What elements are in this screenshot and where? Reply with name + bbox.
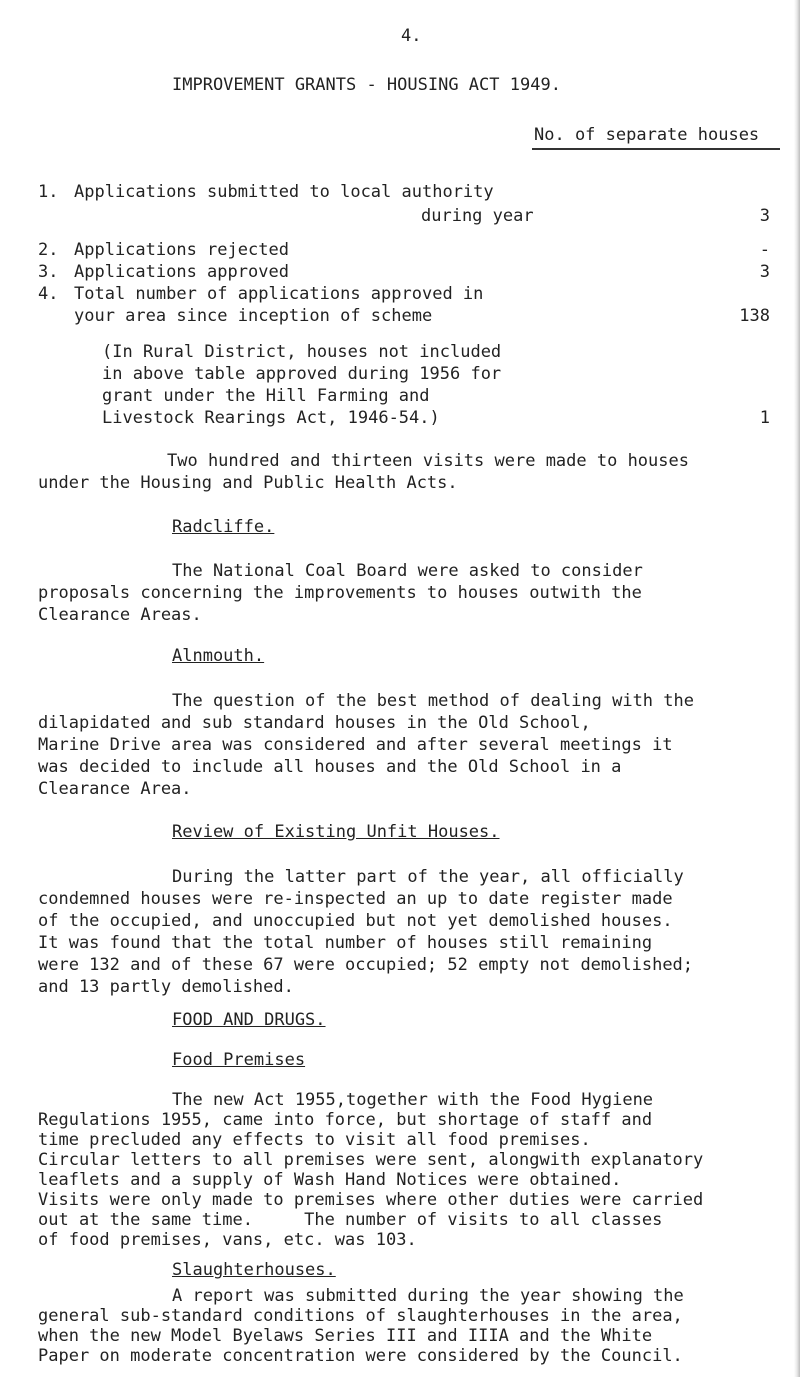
- food-premises-line-4: Circular letters to all premises were sent, alongwith explanatory: [38, 1150, 704, 1170]
- slaughterhouses-line-1: A report was submitted during the year showing the: [172, 1286, 684, 1306]
- food-premises-heading: Food Premises: [172, 1050, 306, 1070]
- food-premises-line-5: leaflets and a supply of Wash Hand Notices were obtained.: [38, 1170, 622, 1190]
- food-premises-line-2: Regulations 1955, came into force, but shortage of staff and: [38, 1110, 653, 1130]
- row-1-number: 1.: [38, 182, 59, 202]
- radcliffe-heading: Radcliffe.: [172, 517, 275, 537]
- row-4-label-line-1: Total number of applications approved in: [74, 284, 484, 304]
- review-heading: Review of Existing Unfit Houses.: [172, 822, 500, 842]
- rural-note-line-4: Livestock Rearings Act, 1946-54.): [102, 408, 440, 428]
- page-number: 4.: [401, 26, 422, 46]
- review-line-5: were 132 and of these 67 were occupied; 52 empty not demolished;: [38, 955, 694, 975]
- review-line-1: During the latter part of the year, all officially: [172, 867, 684, 887]
- row-3-number: 3.: [38, 262, 59, 282]
- row-1-label-line-1: Applications submitted to local authority: [74, 182, 494, 202]
- alnmouth-line-3: Marine Drive area was considered and after several meetings it: [38, 735, 673, 755]
- food-premises-line-1: The new Act 1955,together with the Food Hygiene: [172, 1090, 654, 1110]
- rural-note-line-2: in above table approved during 1956 for: [102, 364, 502, 384]
- slaughterhouses-line-2: general sub-standard conditions of slaughterhouses in the area,: [38, 1306, 683, 1326]
- visits-line-1: Two hundred and thirteen visits were made to houses: [167, 451, 689, 471]
- scan-page-edge: [794, 0, 800, 1377]
- row-3-value: 3: [759, 262, 770, 282]
- review-line-6: and 13 partly demolished.: [38, 977, 294, 997]
- row-1-label-line-2: during year: [421, 206, 534, 226]
- slaughterhouses-line-4: Paper on moderate concentration were considered by the Council.: [38, 1346, 683, 1366]
- alnmouth-line-5: Clearance Area.: [38, 779, 192, 799]
- row-2-number: 2.: [38, 240, 59, 260]
- row-2-label: Applications rejected: [74, 240, 289, 260]
- review-line-2: condemned houses were re-inspected an up to date register made: [38, 889, 673, 909]
- radcliffe-line-1: The National Coal Board were asked to consider: [172, 561, 643, 581]
- alnmouth-line-1: The question of the best method of dealing with the: [172, 691, 694, 711]
- column-header-rule: [532, 148, 780, 150]
- slaughterhouses-line-3: when the new Model Byelaws Series III and IIIA and the White: [38, 1326, 653, 1346]
- food-premises-line-7: out at the same time. The number of visits to all classes: [38, 1210, 663, 1230]
- rural-note-line-3: grant under the Hill Farming and: [102, 386, 430, 406]
- food-premises-line-8: of food premises, vans, etc. was 103.: [38, 1230, 417, 1250]
- rural-note-value: 1: [759, 408, 770, 428]
- review-line-4: It was found that the total number of houses still remaining: [38, 933, 653, 953]
- rural-note-line-1: (In Rural District, houses not included: [102, 342, 502, 362]
- review-line-3: of the occupied, and unoccupied but not yet demolished houses.: [38, 911, 673, 931]
- row-3-label: Applications approved: [74, 262, 289, 282]
- row-4-value: 138: [739, 306, 770, 326]
- visits-line-2: under the Housing and Public Health Acts.: [38, 473, 458, 493]
- food-drugs-heading: FOOD AND DRUGS.: [172, 1010, 326, 1030]
- radcliffe-line-2: proposals concerning the improvements to houses outwith the: [38, 583, 642, 603]
- row-4-number: 4.: [38, 284, 59, 304]
- row-4-label-line-2: your area since inception of scheme: [74, 306, 433, 326]
- food-premises-line-6: Visits were only made to premises where other duties were carried: [38, 1190, 704, 1210]
- slaughterhouses-heading: Slaughterhouses.: [172, 1260, 336, 1280]
- page-title: IMPROVEMENT GRANTS - HOUSING ACT 1949.: [172, 75, 561, 95]
- column-header: No. of separate houses: [534, 125, 760, 145]
- row-2-value: -: [759, 240, 770, 260]
- alnmouth-line-2: dilapidated and sub standard houses in the Old School,: [38, 713, 591, 733]
- row-1-value: 3: [759, 206, 770, 226]
- alnmouth-heading: Alnmouth.: [172, 646, 265, 666]
- alnmouth-line-4: was decided to include all houses and the Old School in a: [38, 757, 622, 777]
- radcliffe-line-3: Clearance Areas.: [38, 605, 202, 625]
- food-premises-line-3: time precluded any effects to visit all food premises.: [38, 1130, 591, 1150]
